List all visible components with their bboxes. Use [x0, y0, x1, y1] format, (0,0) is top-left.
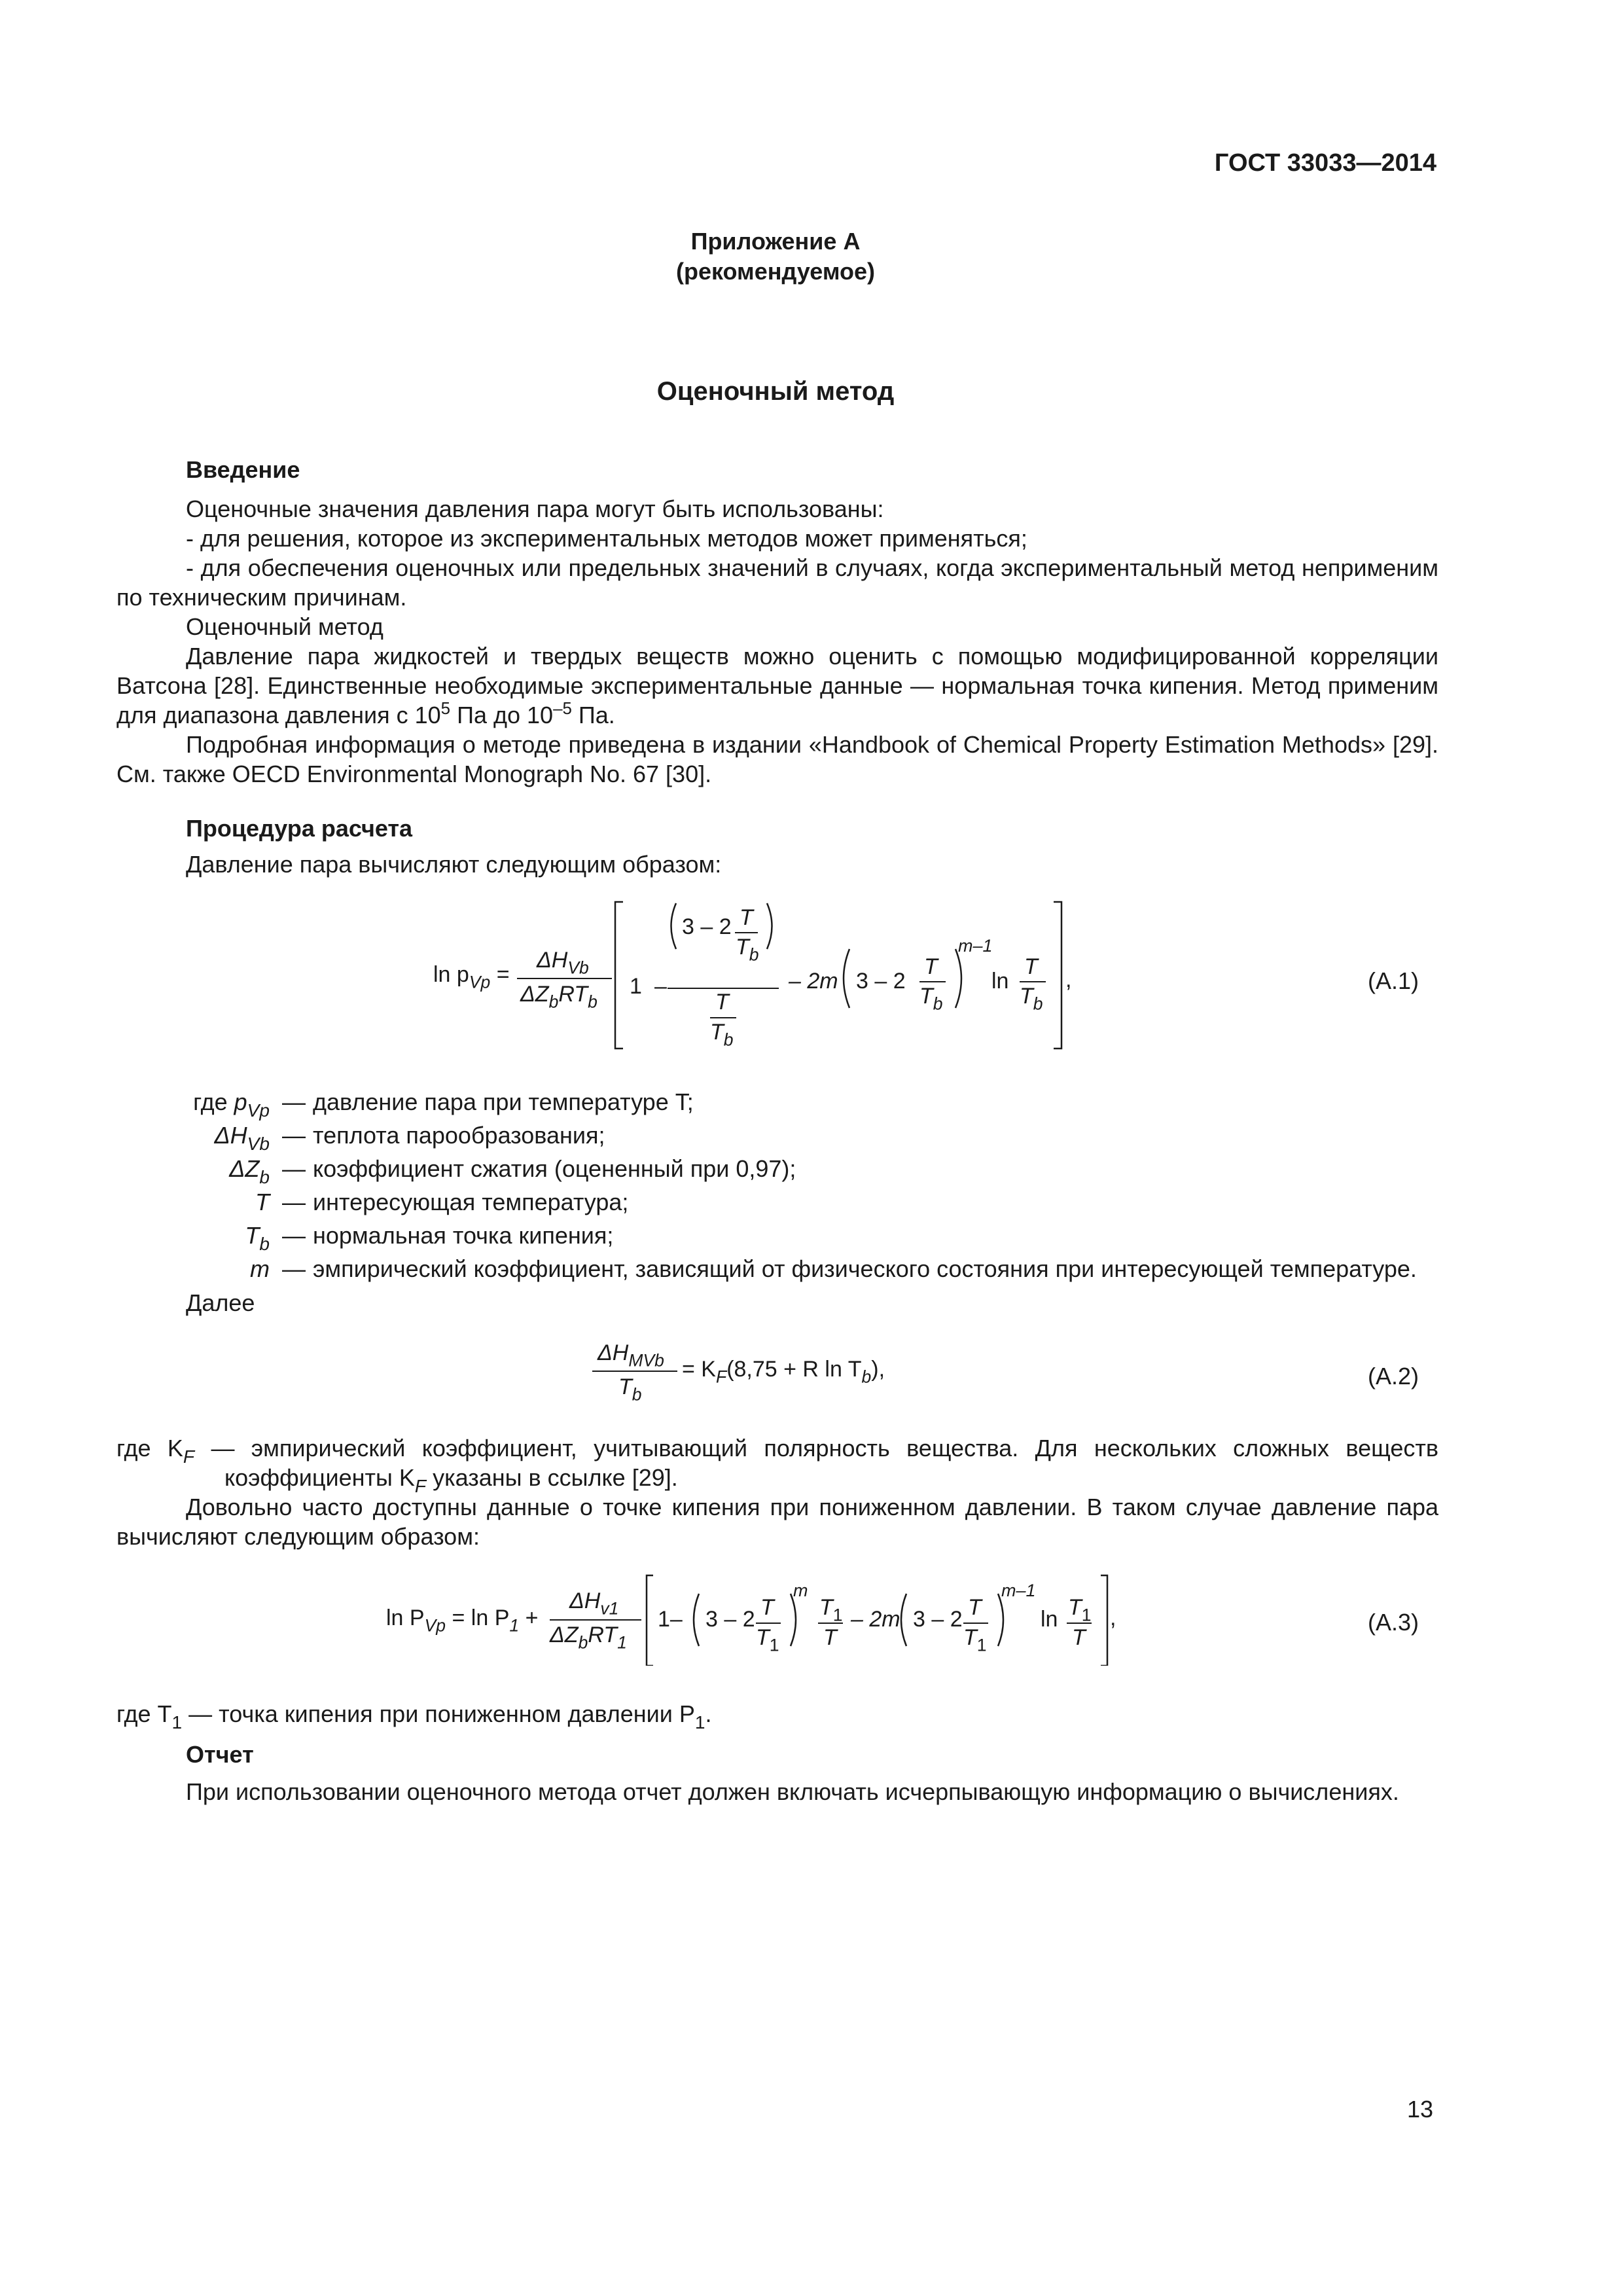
report-paragraph: При использовании оценочного метода отчет должен включать исчерпывающую информацию о вычислениях.: [186, 1778, 1399, 1805]
definition-kf: где $K_F$ — эмпирический коэффициент, учитывающий полярность вещества. Для нескольких сложных веществ коэффициенты $K_F$ указаны в ссылке [29].: [116, 1435, 1438, 1496]
intro-paragraph-2: - для решения, которое из экспериментальных методов может применяться;: [186, 525, 1027, 552]
definition-t1: где $T_1$ — точка кипения при пониженном давлении $P_1$.: [116, 1700, 712, 1732]
equation-a2: $\Delta H_{MVb}$ $T_b$ = $K_F(8,75 + R$ $\ln T_b$),: [592, 1335, 933, 1407]
equation-a2-number: (А.2): [1368, 1363, 1419, 1390]
procedure-heading: Процедура расчета: [186, 815, 413, 842]
definition-row: m — эмпирический коэффициент, зависящий от физического состояния при интересующей температуре.: [250, 1255, 1417, 1282]
procedure-paragraph: Давление пара вычисляют следующим образом:: [186, 851, 722, 878]
equation-a3-number: (А.3): [1368, 1609, 1419, 1636]
definition-row: T — интересующая температура;: [255, 1189, 629, 1215]
equation-a1-brackets: [432, 897, 1086, 1054]
equation-a1-number: (А.1): [1368, 967, 1419, 994]
standard-number: ГОСТ 33033—2014: [1214, 149, 1436, 177]
equation-a1: $\ln p_{Vp}$ = $\Delta H_{Vb}$ $\Delta Z_bRT_b$ 1 – 3 – 2 T $T_b$ T $T_b$ – 2m 3 – 2 T $T_b$ m–1 ln T $T_b$ ,: [432, 897, 1086, 1054]
intro-paragraph-5: Давление пара жидкостей и твердых веществ можно оценить с помощью модифицированной корреляции Ватсона [28]. Единственные необходимые экспериментальные данные — нормальная точка кипения. Метод применим для диапазона давления с $10^5$ Па до $10^{-5}$ Па.: [116, 643, 1438, 728]
intro-paragraph-6: Подробная информация о методе приведена в издании «Handbook of Chemical Property Estimation Methods» [29]. См. также OECD Environmental Monograph No. 67 [30].: [116, 731, 1438, 787]
report-heading: Отчет: [186, 1741, 254, 1768]
intro-heading: Введение: [186, 456, 300, 483]
appendix-subtitle: (рекомендуемое): [676, 258, 875, 285]
intro-paragraph-3: - для обеспечения оценочных или предельных значений в случаях, когда экспериментальный метод неприменим по техническим причинам.: [116, 554, 1438, 611]
a1-lhs: ln p: [433, 962, 469, 987]
appendix-title: Приложение А: [690, 228, 861, 255]
reduced-paragraph: Довольно часто доступны данные о точке кипения при пониженном давлении. В таком случае давление пара вычисляют следующим образом:: [116, 1494, 1438, 1550]
definition-row: $\Delta Z_b$ — коэффициент сжатия (оцененный при 0,97);: [229, 1155, 796, 1187]
definition-row: где $p_{Vp}$ — давление пара при температуре T;: [193, 1088, 694, 1121]
page-number: 13: [1407, 2096, 1434, 2123]
intro-paragraph-1: Оценочные значения давления пара могут быть использованы:: [186, 495, 884, 522]
equation-a3: $\ln P_{Vp} = \ln P_1$ + $\Delta H_{v1}$ $\Delta Z_bRT_1$ 1– 3 – 2 T $T_1$ m $T_1$ T – 2m 3 – 2 T $T_1$ m–1 ln $T_1$ T ,: [386, 1568, 1119, 1666]
definition-row: $T_b$ — нормальная точка кипения;: [245, 1222, 614, 1254]
section-title: Оценочный метод: [656, 377, 895, 406]
next-text: Далее: [186, 1289, 255, 1316]
definition-row: $\Delta H_{Vb}$ — теплота парообразования;: [214, 1122, 605, 1154]
definitions-a1: [116, 1085, 1438, 1285]
intro-paragraph-4: Оценочный метод: [186, 613, 383, 640]
